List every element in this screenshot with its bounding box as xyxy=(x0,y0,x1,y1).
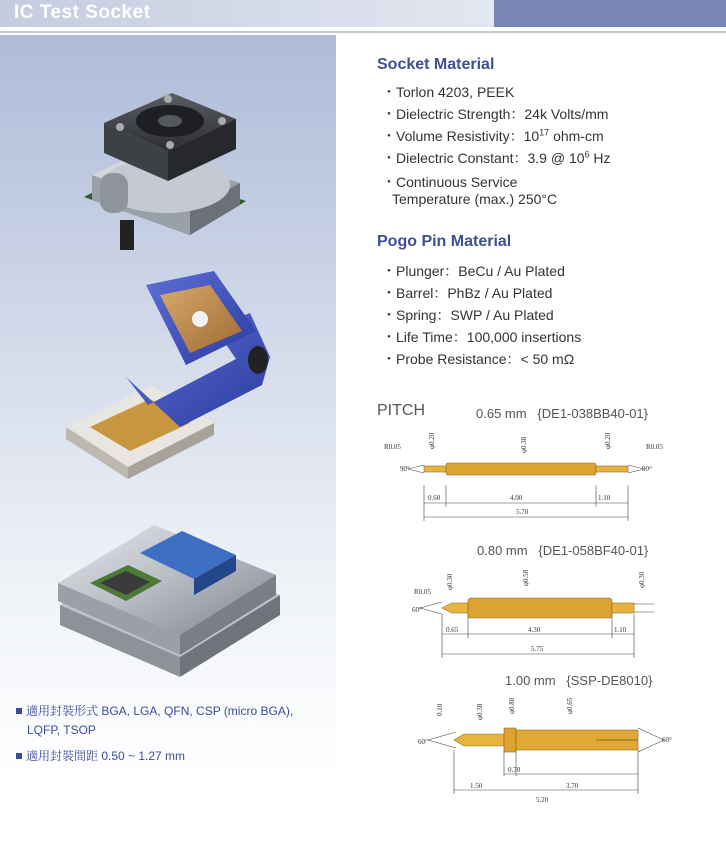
dim-label: 0.60 xyxy=(428,494,441,502)
heatsink-socket-image xyxy=(84,93,246,250)
pin3-caption: 1.00 mm {SSP-DE8010} xyxy=(505,673,653,688)
dim-label: φ0.30 xyxy=(638,571,646,588)
dim-label: 4.00 xyxy=(510,494,523,502)
dim-label: 5.70 xyxy=(516,508,529,516)
pitch-label: PITCH xyxy=(377,402,425,419)
dim-label: 1.10 xyxy=(614,626,627,634)
dim-label: 1.50 xyxy=(470,782,483,790)
pogo-pin-item: ・Plunger：BeCu / Au Plated xyxy=(382,263,565,279)
socket-material-item: ・Torlon 4203, PEEK xyxy=(382,84,515,100)
socket-material-item: ・Dielectric Constant：3.9 @ $10^6$ Hz xyxy=(382,149,611,166)
metal-socket-image xyxy=(58,525,280,677)
dim-label: 5.20 xyxy=(536,796,549,804)
socket-material-item: ・Dielectric Strength：24k Volts/mm xyxy=(382,106,609,122)
package-type-note-continued: LQFP, TSOP xyxy=(27,723,96,737)
dim-label: φ0.65 xyxy=(566,697,574,714)
dim-label: φ0.20 xyxy=(604,432,612,449)
pin1-caption: 0.65 mm {DE1-038BB40-01} xyxy=(476,406,649,421)
dim-label: R0.05 xyxy=(384,443,401,451)
dim-label: R0.05 xyxy=(414,588,431,596)
package-type-note: 適用封裝形式 BGA, LGA, QFN, CSP (micro BGA), xyxy=(16,702,293,719)
square-bullet-icon xyxy=(16,708,22,714)
dim-label: 1.10 xyxy=(598,494,611,502)
dim-label: 3.70 xyxy=(566,782,579,790)
page-title: IC Test Socket xyxy=(14,2,151,23)
pogo-pin-drawing-2 xyxy=(376,562,676,662)
pogo-pin-item: ・Probe Resistance：< 50 mΩ xyxy=(382,351,575,367)
pogo-pin-material-title: Pogo Pin Material xyxy=(377,233,512,250)
clamshell-socket-image xyxy=(66,271,270,479)
dim-label: φ0.20 xyxy=(428,432,436,449)
product-illustrations xyxy=(0,35,336,685)
dim-label: 5.75 xyxy=(531,645,544,653)
dim-label: φ0.38 xyxy=(476,703,484,720)
dim-label: R0.05 xyxy=(646,443,663,451)
dim-label: 0.65 xyxy=(446,626,459,634)
socket-material-item: ・Continuous Service xyxy=(382,174,518,190)
pin2-caption: 0.80 mm {DE1-058BF40-01} xyxy=(477,543,649,558)
header-right-band xyxy=(494,0,726,27)
pogo-pin-drawing-3 xyxy=(376,690,676,810)
header-divider xyxy=(0,31,726,33)
dim-label: 60° xyxy=(662,736,672,744)
square-bullet-icon xyxy=(16,753,22,759)
pogo-pin-item: ・Barrel：PhBz / Au Plated xyxy=(382,285,553,301)
pogo-pin-item: ・Spring：SWP / Au Plated xyxy=(382,307,554,323)
package-pitch-note: 適用封裝間距 0.50 ~ 1.27 mm xyxy=(16,747,185,764)
dim-label: 90° xyxy=(400,465,410,473)
dim-label: 4.30 xyxy=(528,626,541,634)
dim-label: φ0.58 xyxy=(522,569,530,586)
page-header xyxy=(0,0,726,27)
socket-material-item: ・Volume Resistivity：$10^{17}$ ohm-cm xyxy=(382,127,604,144)
dim-label: 0.70 xyxy=(508,766,521,774)
socket-material-title: Socket Material xyxy=(377,56,495,73)
dim-label: 90° xyxy=(642,465,652,473)
dim-label: φ0.80 xyxy=(508,697,516,714)
dim-label: 60° xyxy=(418,738,428,746)
dim-label: φ0.30 xyxy=(446,573,454,590)
pogo-pin-drawing-1 xyxy=(376,425,676,525)
pogo-pin-item: ・Life Time：100,000 insertions xyxy=(382,329,582,345)
dim-label: φ0.38 xyxy=(520,436,528,453)
socket-material-item-continued: Temperature (max.) 250°C xyxy=(392,191,558,207)
dim-label: 0.10 xyxy=(436,703,444,716)
dim-label: 60° xyxy=(412,606,422,614)
